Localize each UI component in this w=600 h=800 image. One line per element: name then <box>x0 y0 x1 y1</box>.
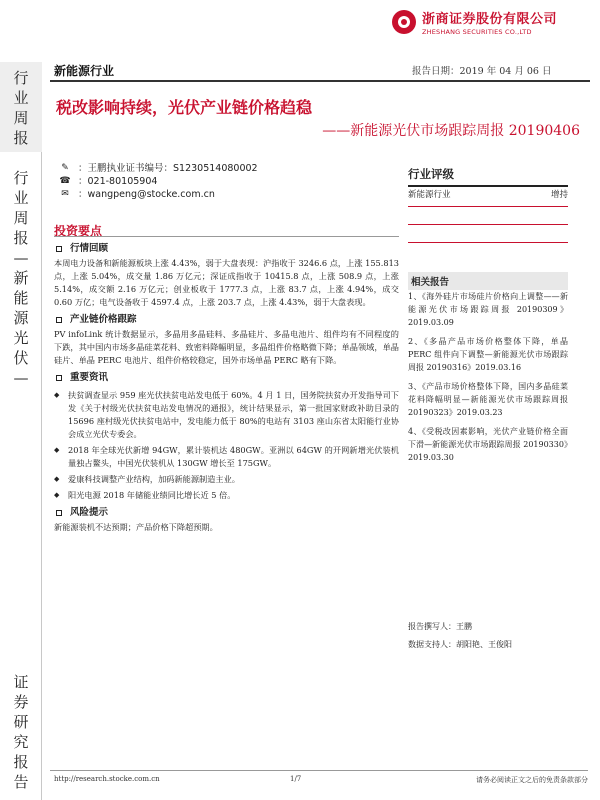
diamond-bullet-icon: ◆ <box>54 491 60 499</box>
data-support: 数据支持人：胡阳艳、王俊阳 <box>408 640 512 649</box>
market-review-text: 本周电力设备和新能源板块上涨 4.43%，弱于大盘表现：沪指收于 3246.6 点，上涨 155.813 点，上涨 5.04%，成交量 1.86 万亿元；深证成指收于 10415.8 点，上涨 508.9 点，上涨 5.14%，成交额 2.16 万亿元；创业板收于 1777.3 点，上涨 83.7 点，上涨 4.94%，成交 0.60 万亿；电气设备收于 4597.4 点，上涨 203.7 点，上涨 4.43%，弱于大盘表现。 <box>54 258 399 307</box>
footer-url[interactable]: http://research.stocke.com.cn <box>54 775 160 783</box>
section-heading: 重要资讯 <box>54 370 399 386</box>
diamond-bullet-icon: ◆ <box>54 475 60 483</box>
rating-line-1 <box>408 206 568 207</box>
report-category: 新能源行业 <box>54 64 115 78</box>
square-bullet-icon <box>56 375 62 381</box>
square-bullet-icon <box>56 317 62 323</box>
related-item[interactable]: 1、《海外硅片市场硅片价格向上调整——新能源光伏市场跟踪周报 20190309》2019.03.09 <box>408 292 568 327</box>
report-title: 税改影响持续，光伏产业链价格趋稳 <box>56 98 313 117</box>
related-item[interactable]: 3、《产品市场价格整体下降，国内多晶硅菜花料降幅明显—新能源光伏市场跟踪周报 20190323》2019.03.23 <box>408 382 568 417</box>
report-writer: 报告撰写人：王鹏 <box>408 622 472 631</box>
square-bullet-icon <box>56 246 62 252</box>
disclaimer-note: 请务必阅读正文之后的免责条款部分 <box>476 776 588 784</box>
logo-emblem-icon <box>392 10 416 34</box>
company-logo <box>392 8 557 36</box>
authors-block <box>408 618 568 654</box>
related-item[interactable]: 2、《多晶产品市场价格整体下降，单晶 PERC 组件向下调整—新能源光伏市场跟踪周报 20190316》2019.03.16 <box>408 337 568 372</box>
section-heading: 风险提示 <box>54 505 399 521</box>
report-subtitle: ——新能源光伏市场跟踪周报 20190406 <box>322 123 580 139</box>
news-item: ◆ 扶贫调查显示 959 座光伏扶贫电站发电低于 60%。4 月 1 日，国务院扶贫办开发指导司下发《关于村级光伏扶贫电站发电情况的通报》，统计结果显示，第一批国家财政补助目录的 15696 座村级光伏扶贫电站中，发电能力低于 80%的电站有 3103 座山东省太阳能行业协会成立光伏专委会。 <box>54 390 399 439</box>
section-heading: 行情回顾 <box>54 241 399 257</box>
news-item: ◆ 2018 年全球光伏新增 94GW，累计装机达 480GW。亚洲以 64GW 的开网新增光伏装机量独占鳌头，中国光伏装机从 130GW 增长至 175GW。 <box>54 445 399 468</box>
price-tracking-text: PV infoLink 统计数据显示，多晶用多晶硅料、多晶硅片、多晶电池片、组件均有不同程度的下跌，其中国内市场多晶硅菜花料、致密料降幅明显，多晶组件价格略微下降；单晶领域，单晶硅片、单晶 PERC 电池片、组件价格较稳定，国外市场单晶 PERC 略有下降。 <box>54 329 399 365</box>
news-item: ◆ 爱康科技调整产业结构，加码新能源制造主业。 <box>54 474 240 484</box>
related-list <box>408 290 568 470</box>
diamond-bullet-icon: ◆ <box>54 391 60 399</box>
footer-divider <box>50 770 588 771</box>
analyst-cert: ：王鹏执业证书编号：S1230514080002 <box>78 163 258 174</box>
logo-en-name: ZHESHANG SECURITIES CO.,LTD <box>422 28 532 36</box>
header-divider <box>50 80 590 82</box>
related-heading: 相关报告 <box>408 272 568 290</box>
rating-row <box>408 188 568 200</box>
section-heading: 产业链价格跟踪 <box>54 312 399 328</box>
logo-cn-name: 浙商证券股份有限公司 <box>422 12 558 27</box>
rating-value: 增持 <box>550 190 568 200</box>
key-points-body <box>54 238 399 534</box>
sidebar-mid-label: 行业周报—新能源光伏— <box>13 169 29 387</box>
key-points-divider <box>54 236 399 237</box>
news-item: ◆ 阳光电源 2018 年储能业绩同比增长近 5 倍。 <box>54 490 236 500</box>
report-date: 报告日期：2019 年 04 月 06 日 <box>412 66 552 77</box>
analyst-contact <box>58 162 258 201</box>
rating-line-3 <box>408 242 568 243</box>
key-points-heading: 投资要点 <box>54 224 103 238</box>
rating-sector: 新能源行业 <box>408 190 451 200</box>
pen-icon: ✎ <box>61 163 69 173</box>
square-bullet-icon <box>56 510 62 516</box>
phone-icon: ☎ <box>59 176 71 186</box>
mail-icon: ✉ <box>61 189 69 199</box>
analyst-email[interactable]: ：wangpeng@stocke.com.cn <box>78 189 215 200</box>
rating-heading: 行业评级 <box>408 166 568 187</box>
related-item[interactable]: 4、《受税改因素影响，光伏产业链价格全面下滑—新能源光伏市场跟踪周报 20190330》2019.03.30 <box>408 427 568 462</box>
sidebar-bottom-label: 证券研究报告 <box>13 673 29 791</box>
sidebar-top-label: 行业周报 <box>13 69 29 147</box>
risk-text: 新能源装机不达预期；产品价格下降超预期。 <box>54 522 218 532</box>
diamond-bullet-icon: ◆ <box>54 446 60 454</box>
rating-line-2 <box>408 224 568 225</box>
page-number: 1/7 <box>290 775 302 783</box>
analyst-phone: ：021-80105904 <box>78 176 158 187</box>
